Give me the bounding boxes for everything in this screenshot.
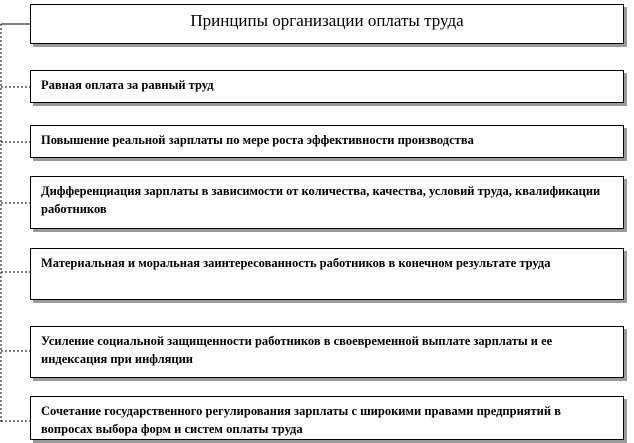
principle-box-6 (30, 396, 624, 440)
principle-box-2 (30, 125, 624, 158)
principle-text-4: Материальная и моральная заинтересованность работников в конечном результате труда (41, 256, 551, 270)
principle-text-3: Дифференциация зарплаты в зависимости от количества, качества, условий труда, квалификации работников (41, 184, 601, 216)
diagram-title: Принципы организации оплаты труда (190, 11, 464, 30)
principle-box-4 (30, 248, 624, 300)
principle-box-1 (30, 70, 624, 103)
principle-box-3 (30, 176, 624, 229)
principle-text-6: Сочетание государственного регулирования зарплаты с широкими правами предприятий в вопросах выбора форм и систем оплаты труда (41, 404, 561, 436)
title-box (30, 4, 624, 44)
principle-box-5 (30, 326, 624, 378)
principle-text-2: Повышение реальной зарплаты по мере роста эффективности производства (41, 133, 474, 147)
principle-text-5: Усиление социальной защищенности работников в своевременной выплате зарплаты и ее индексация при инфляции (41, 334, 553, 366)
principle-text-1: Равная оплата за равный труд (41, 78, 214, 92)
